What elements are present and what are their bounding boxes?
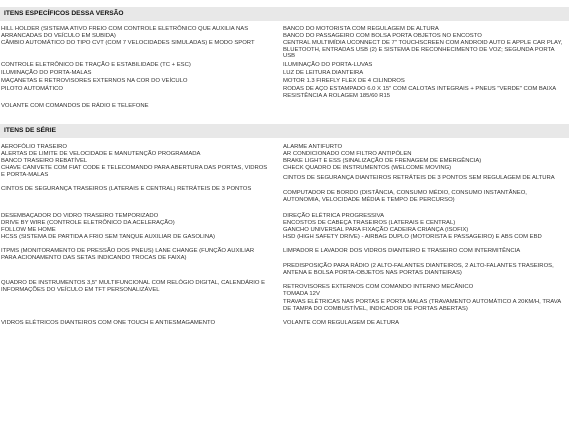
list-item: DIREÇÃO ELÉTRICA PROGRESSIVA — [283, 213, 385, 219]
list-item: PREDISPOSIÇÃO PARA RÁDIO (2 ALTO-FALANTES DIANTEIROS, 2 ALTO-FALANTES TRASEIROS, ANTENA E BOLSA PORTA-OBJETOS NAS PORTAS DIANTEIRAS) — [283, 263, 554, 276]
list-item: LIMPADOR E LAVADOR DOS VIDROS DIANTEIRO E TRASEIRO COM INTERMITÊNCIA — [283, 248, 521, 254]
list-item: VOLANTE COM REGULAGEM DE ALTURA — [283, 320, 400, 326]
list-item: CONTROLE ELETRÔNICO DE TRAÇÃO E ESTABILIDADE (TC + ESC) — [1, 62, 191, 68]
list-item: ILUMINAÇÃO DO PORTA-MALAS — [1, 70, 92, 76]
list-item: AR CONDICIONADO COM FILTRO ANTIPÓLEN — [283, 151, 412, 157]
list-item: CÂMBIO AUTOMÁTICO DO TIPO CVT (COM 7 VELOCIDADES SIMULADAS) E MODO SPORT — [1, 40, 255, 46]
list-item: CINTOS DE SEGURANÇA TRASEIROS (LATERAIS E CENTRAL) RETRÁTEIS DE 3 PONTOS — [1, 186, 252, 192]
section-header: ITENS ESPECÍFICOS DESSA VERSÃO — [0, 7, 569, 21]
list-item: TOMADA 12V — [283, 291, 320, 297]
list-item: DESEMBAÇADOR DO VIDRO TRASEIRO TEMPORIZADO — [1, 213, 159, 219]
list-item: GANCHO UNIVERSAL PARA FIXAÇÃO CADEIRA CRIANÇA (ISOFIX) — [283, 227, 469, 233]
list-item: DRIVE BY WIRE (CONTROLE ELETRÔNICO DA ACELERAÇÃO) — [1, 220, 175, 226]
list-item: BRAKE LIGHT E ESS (SINALIZAÇÃO DE FRENAGEM DE EMERGÊNCIA) — [283, 158, 482, 164]
list-item: BANCO DO MOTORISTA COM REGULAGEM DE ALTURA — [283, 26, 439, 32]
list-item: HILL HOLDER (SISTEMA ATIVO FREIO COM CONTROLE ELETRÔNICO QUE AUXILIA NAS ARRANCADAS DO VEÍCULO EM SUBIDA) — [1, 26, 249, 39]
list-item: VOLANTE COM COMANDOS DE RÁDIO E TELEFONE — [1, 103, 149, 109]
list-item: ILUMINAÇÃO DO PORTA-LUVAS — [283, 62, 373, 68]
section-header: ITENS DE SÉRIE — [0, 124, 569, 138]
list-item: FOLLOW ME HOME — [1, 227, 56, 233]
list-item: COMPUTADOR DE BORDO (DISTÂNCIA, CONSUMO MÉDIO, CONSUMO INSTANTÂNEO, AUTONOMIA, VELOCIDADE MÉDIA E TEMPO DE PERCURSO) — [283, 190, 527, 203]
list-item: CENTRAL MULTIMÍDIA UCONNECT DE 7" TOUCHSCREEN COM ANDROID AUTO E APPLE CAR PLAY, BLUETOOTH, ENTRADAS USB (2) E SISTEMA DE RECONHECIMENTO DE VOZ; SEGUNDA PORTA USB — [283, 40, 563, 60]
list-item: TRAVAS ELÉTRICAS NAS PORTAS E PORTA MALAS (TRAVAMENTO AUTOMÁTICO A 20KM/H, TRAVA DE TAMPA DO COMBUSTÍVEL, INDICADOR DE PORTAS ABERTAS) — [283, 299, 561, 312]
list-item: RODAS DE AÇO ESTAMPADO 6.0 X 15" COM CALOTAS INTEGRAIS + PNEUS "VERDE" COM BAIXA RESISTÊNCIA A ROLAGEM 185/60 R15 — [283, 86, 556, 99]
list-item: AEROFÓLIO TRASEIRO — [1, 144, 68, 150]
list-item: HCSS (SISTEMA DE PARTIDA A FRIO SEM TANQUE AUXILIAR DE GASOLINA) — [1, 234, 215, 240]
list-item: MOTOR 1.3 FIREFLY FLEX DE 4 CILINDROS — [283, 78, 405, 84]
list-item: QUADRO DE INSTRUMENTOS 3,5" MULTIFUNCIONAL COM RELÓGIO DIGITAL, CALENDÁRIO E INFORMAÇÕES DO VEÍCULO EM TFT PERSONALIZÁVEL — [1, 280, 266, 293]
section-standard-items — [0, 124, 569, 138]
list-item: CINTOS DE SEGURANÇA DIANTEIROS RETRÁTEIS DE 3 PONTOS SEM REGULAGEM DE ALTURA — [283, 175, 555, 181]
list-item: PILOTO AUTOMÁTICO — [1, 86, 63, 92]
list-item: BANCO DO PASSAGEIRO COM BOLSA PORTA OBJETOS NO ENCOSTO — [283, 33, 482, 39]
list-item: BANCO TRASEIRO REBATÍVEL — [1, 158, 88, 164]
list-item: ALERTAS DE LIMITE DE VELOCIDADE E MANUTENÇÃO PROGRAMADA — [1, 151, 201, 157]
section-specific-items — [0, 7, 569, 21]
list-item: MAÇANETAS E RETROVISORES EXTERNOS NA COR DO VEÍCULO — [1, 78, 188, 84]
list-item: VIDROS ELÉTRICOS DIANTEIROS COM ONE TOUCH E ANTIESMAGAMENTO — [1, 320, 216, 326]
list-item: RETROVISORES EXTERNOS COM COMANDO INTERNO MECÂNICO — [283, 284, 474, 290]
list-item: ENCOSTOS DE CABEÇA TRASEIROS (LATERAIS E CENTRAL) — [283, 220, 456, 226]
list-item: CHECK QUADRO DE INSTRUMENTOS (WELCOME MOVING) — [283, 165, 452, 171]
list-item: ITPMS (MONITORAMENTO DE PRESSÃO DOS PNEUS) LANE CHANGE (FUNÇÃO AUXILIAR PARA ACIONAMENTO DAS SETAS INDICANDO TROCAS DE FAIXA) — [1, 248, 255, 261]
list-item: HSD (HIGH SAFETY DRIVE) - AIRBAG DUPLO (MOTORISTA E PASSAGEIRO) E ABS COM EBD — [283, 234, 542, 240]
list-item: LUZ DE LEITURA DIANTEIRA — [283, 70, 364, 76]
list-item: CHAVE CANIVETE COM FIAT CODE E TELECOMANDO PARA ABERTURA DAS PORTAS, VIDROS E PORTA-MALAS — [1, 165, 268, 178]
list-item: ALARME ANTIFURTO — [283, 144, 343, 150]
